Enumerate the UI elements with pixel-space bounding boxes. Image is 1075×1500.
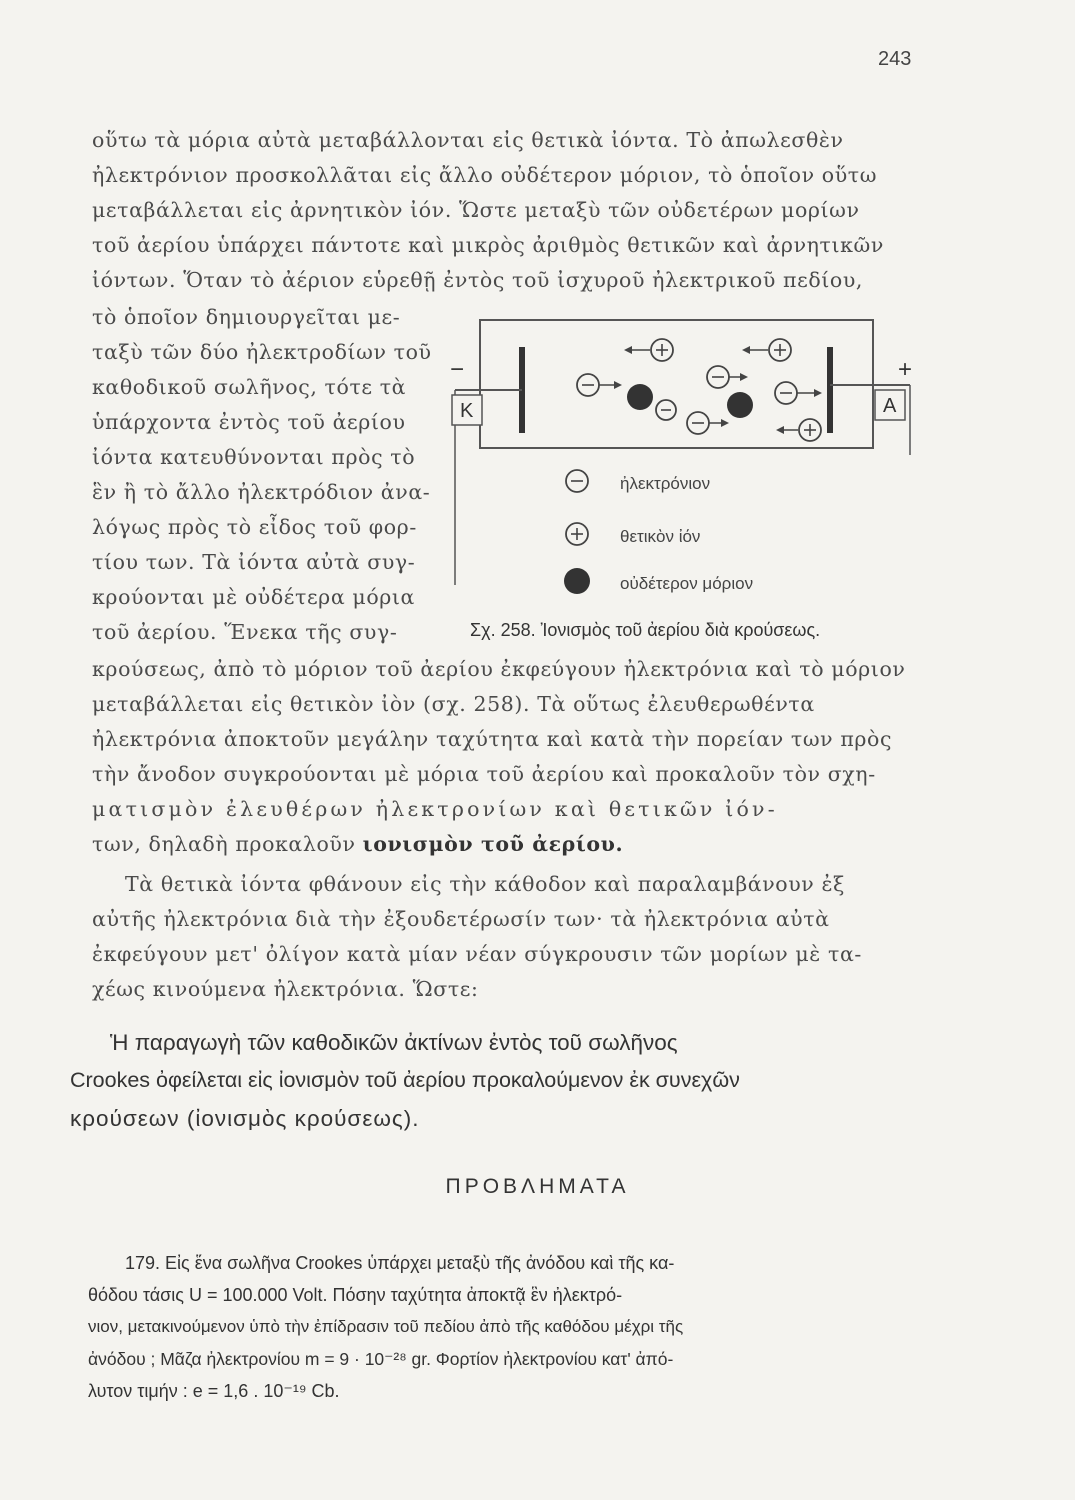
body-line: τοῦ ἀερίου. Ἕνεκα τῆς συγ- [92, 620, 398, 644]
neutral-molecule [627, 384, 653, 410]
figure-caption: Σχ. 258. Ἰονισμὸς τοῦ ἀερίου διὰ κρούσεως. [470, 620, 821, 640]
legend-neutral [564, 568, 753, 594]
electron [577, 374, 622, 396]
electron [656, 400, 676, 420]
body-line: κρούσεως, ἀπὸ τὸ μόριον τοῦ ἀερίου ἐκφεύγουν ἠλεκτρόνια καὶ τὸ μόριον [92, 657, 906, 681]
body-line: ταξὺ τῶν δύο ἠλεκτροδίων τοῦ [92, 340, 432, 364]
body-line: τίου των. Τὰ ἰόντα αὐτὰ συγ- [92, 550, 416, 574]
law-line: Crookes ὀφείλεται εἰς ἰονισμὸν τοῦ ἀερίου προκαλούμενον ἐκ συνεχῶν [70, 1068, 740, 1092]
minus-terminal: − [450, 356, 465, 383]
problem-line: 179. Εἰς ἕνα σωλῆνα Crookes ὑπάρχει μεταξὺ τῆς ἀνόδου καὶ τῆς κα- [125, 1253, 675, 1273]
electron [775, 382, 822, 404]
electron [707, 366, 748, 388]
body-line: μεταβάλλεται εἰς θετικὸν ἰὸν (σχ. 258). Τὰ οὕτως ἐλευθερωθέντα [92, 692, 815, 716]
legend-label: θετικὸν ἰόν [620, 527, 701, 546]
problem-line: λυτον τιμήν : e = 1,6 . 10⁻¹⁹ Cb. [88, 1381, 340, 1401]
legend-positive-ion [566, 523, 700, 546]
electron [687, 412, 729, 434]
body-line: κρούονται μὲ οὐδέτερα μόρια [92, 585, 415, 609]
figure-ionization [440, 305, 940, 615]
body-line: ματισμὸν ἐλευθέρων ἠλεκτρονίων καὶ θετικῶν ἰόν- [92, 797, 778, 821]
body-line: ἰόντα κατευθύνονται πρὸς τὸ [92, 445, 416, 469]
legend-label: οὐδέτερον μόριον [620, 574, 754, 593]
body-line: ἰόντων. Ὅταν τὸ ἀέριον εὑρεθῇ ἐντὸς τοῦ ἰσχυροῦ ἠλεκτρικοῦ πεδίου, [92, 268, 864, 292]
body-line: οὕτω τὰ μόρια αὐτὰ μεταβάλλονται εἰς θετικὰ ἰόντα. Τὸ ἀπωλεσθὲν [92, 128, 844, 152]
body-line: χέως κινούμενα ἠλεκτρόνια. Ὥστε: [92, 977, 479, 1001]
problem-line: ἀνόδου ; Μᾶζα ἠλεκτρονίου m = 9 · 10⁻²⁸ gr. Φορτίον ἠλεκτρονίου κατ' ἀπό- [88, 1349, 674, 1369]
page-number: 243 [878, 48, 912, 70]
body-line: τὸ ὁποῖον δημιουργεῖται με- [92, 305, 401, 329]
legend-electron [566, 470, 710, 493]
positive-ion [624, 339, 673, 361]
body-line: Τὰ θετικὰ ἰόντα φθάνουν εἰς τὴν κάθοδον καὶ παραλαμβάνουν ἐξ [125, 872, 845, 896]
body-line: τὴν ἄνοδον συγκρούονται μὲ μόρια τοῦ ἀερίου καὶ προκαλοῦν τὸν σχη- [92, 762, 876, 786]
problem-line: νιον, μετακινούμενον ὑπὸ τὴν ἐπίδρασιν τοῦ πεδίου ἀπὸ τῆς καθόδου μέχρι τῆς [88, 1317, 684, 1336]
body-line: ἠλεκτρόνιον προσκολλᾶται εἰς ἄλλο οὐδέτερον μόριον, τὸ ὁποῖον οὕτω [92, 163, 878, 187]
body-line: καθοδικοῦ σωλῆνος, τότε τὰ [92, 375, 407, 399]
law-line: κρούσεων (ἰονισμὸς κρούσεως). [70, 1106, 420, 1131]
body-line: αὐτῆς ἠλεκτρόνια διὰ τὴν ἐξουδετέρωσίν των· τὰ ἠλεκτρόνια αὐτὰ [92, 907, 830, 931]
body-line: ἠλεκτρόνια ἀποκτοῦν μεγάλην ταχύτητα καὶ κατὰ τὴν πορείαν των πρὸς [92, 727, 893, 751]
body-line: ἐκφεύγουν μετ' ὀλίγον κατὰ μίαν νέαν σύγκρουσιν τῶν μορίων μὲ τα- [92, 942, 862, 966]
crookes-tube [480, 320, 873, 448]
body-line [92, 832, 623, 856]
plus-terminal: + [898, 356, 913, 383]
bold-term: ιονισμὸν τοῦ ἀερίου. [362, 832, 624, 856]
body-line: λόγως πρὸς τὸ εἶδος τοῦ φορ- [92, 515, 417, 539]
anode-label: A [883, 395, 897, 417]
bold-line-prefix: των, δηλαδὴ προκαλοῦν [92, 832, 356, 856]
body-line: ἓν ἢ τὸ ἄλλο ἠλεκτρόδιον ἀνα- [92, 480, 431, 504]
neutral-molecule [727, 392, 753, 418]
problems-heading: ΠΡΟΒΛΗΜΑΤΑ [445, 1175, 630, 1198]
body-line: ὑπάρχοντα ἐντὸς τοῦ ἀερίου [92, 410, 406, 434]
body-line: μεταβάλλεται εἰς ἀρνητικὸν ἰόν. Ὥστε μεταξὺ τῶν οὐδετέρων μορίων [92, 198, 860, 222]
law-line: Ἡ παραγωγὴ τῶν καθοδικῶν ἀκτίνων ἐντὸς τοῦ σωλῆνος [110, 1030, 678, 1055]
cathode-label: K [460, 400, 474, 422]
positive-ion [776, 419, 821, 441]
legend-label: ἠλεκτρόνιον [620, 474, 711, 493]
positive-ion [742, 339, 791, 361]
body-line: τοῦ ἀερίου ὑπάρχει πάντοτε καὶ μικρὸς ἀριθμὸς θετικῶν καὶ ἀρνητικῶν [92, 233, 884, 257]
problem-line: θόδου τάσις U = 100.000 Volt. Πόσην ταχύτητα ἀποκτᾷ ἓν ἠλεκτρό- [88, 1285, 623, 1305]
